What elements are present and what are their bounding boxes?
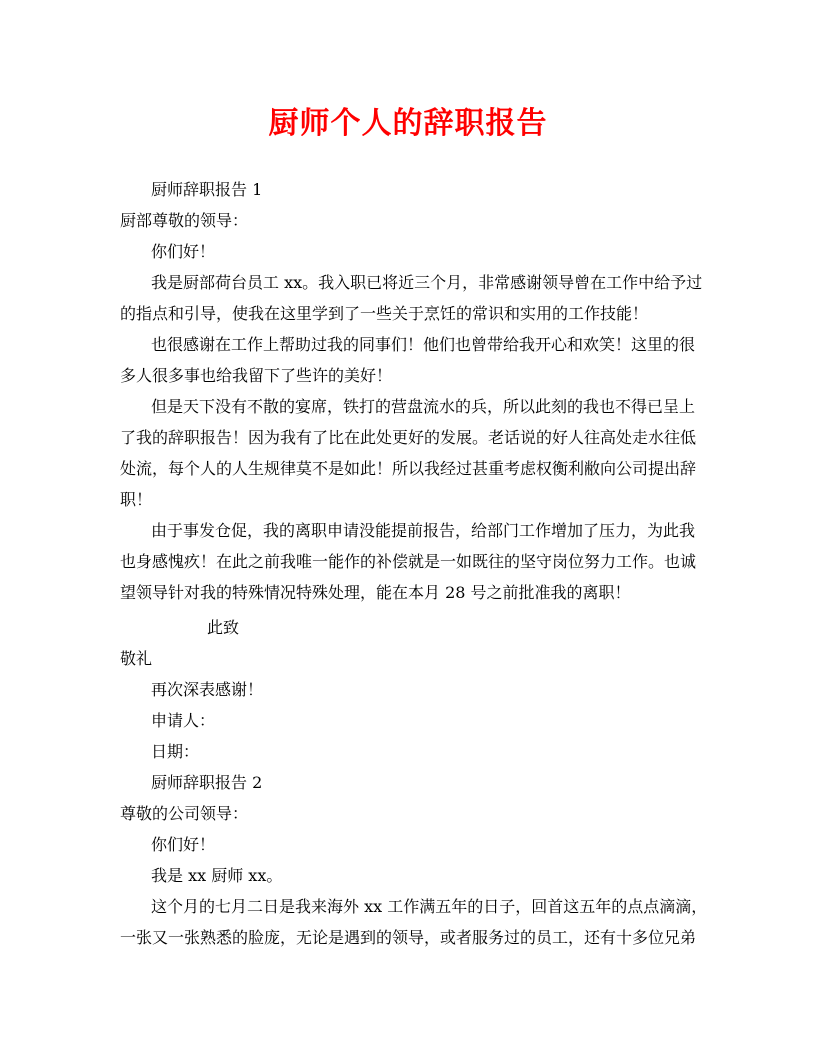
greeting: 你们好！ (151, 835, 216, 854)
paragraph-line: 但是天下没有不散的宴席，铁打的营盘流水的兵，所以此刻的我也不得已呈上 (151, 397, 696, 416)
paragraph-line: 这个月的七月二日是我来海外 xx 工作满五年的日子，回首这五年的点点滴滴， (151, 897, 708, 916)
thanks-line: 再次深表感谢！ (151, 680, 264, 699)
paragraph-line: 也身感愧疚！在此之前我唯一能作的补偿就是一如既往的坚守岗位努力工作。也诚 (120, 552, 697, 571)
date-label: 日期： (151, 742, 200, 761)
greeting: 你们好！ (151, 242, 216, 261)
paragraph-line: 也很感谢在工作上帮助过我的同事们！他们也曾带给我开心和欢笑！这里的很 (151, 335, 696, 354)
paragraph-line: 一张又一张熟悉的脸庞，无论是遇到的领导，或者服务过的员工，还有十多位兄弟 (120, 928, 697, 947)
section-heading-1: 厨师辞职报告 1 (151, 180, 263, 199)
paragraph-line: 处流，每个人的人生规律莫不是如此！所以我经过甚重考虑权衡利敝向公司提出辞 (120, 459, 697, 478)
paragraph-line: 的指点和引导，使我在这里学到了一些关于烹饪的常识和实用的工作技能！ (120, 304, 649, 323)
salutation: 厨部尊敬的领导： (120, 211, 249, 230)
salutation: 尊敬的公司领导： (120, 804, 249, 823)
paragraph-line: 我是 xx 厨师 xx。 (151, 866, 283, 885)
section-heading-2: 厨师辞职报告 2 (151, 773, 263, 792)
paragraph-line: 多人很多事也给我留下了些许的美好！ (120, 366, 393, 385)
closing-jingli: 敬礼 (120, 649, 153, 668)
closing-cizhi: 此致 (207, 618, 240, 637)
document-title: 厨师个人的辞职报告 (268, 106, 548, 141)
applicant-label: 申请人： (151, 711, 216, 730)
paragraph-line: 了我的辞职报告！因为我有了比在此处更好的发展。老话说的好人往高处走水往低 (120, 428, 697, 447)
paragraph-line: 望领导针对我的特殊情况特殊处理，能在本月 28 号之前批准我的离职！ (120, 583, 631, 602)
paragraph-line: 职！ (120, 490, 153, 509)
paragraph-line: 由于事发仓促，我的离职申请没能提前报告，给部门工作增加了压力，为此我 (151, 521, 696, 540)
paragraph-line: 我是厨部荷台员工 xx。我入职已将近三个月，非常感谢领导曾在工作中给予过 (151, 273, 703, 292)
